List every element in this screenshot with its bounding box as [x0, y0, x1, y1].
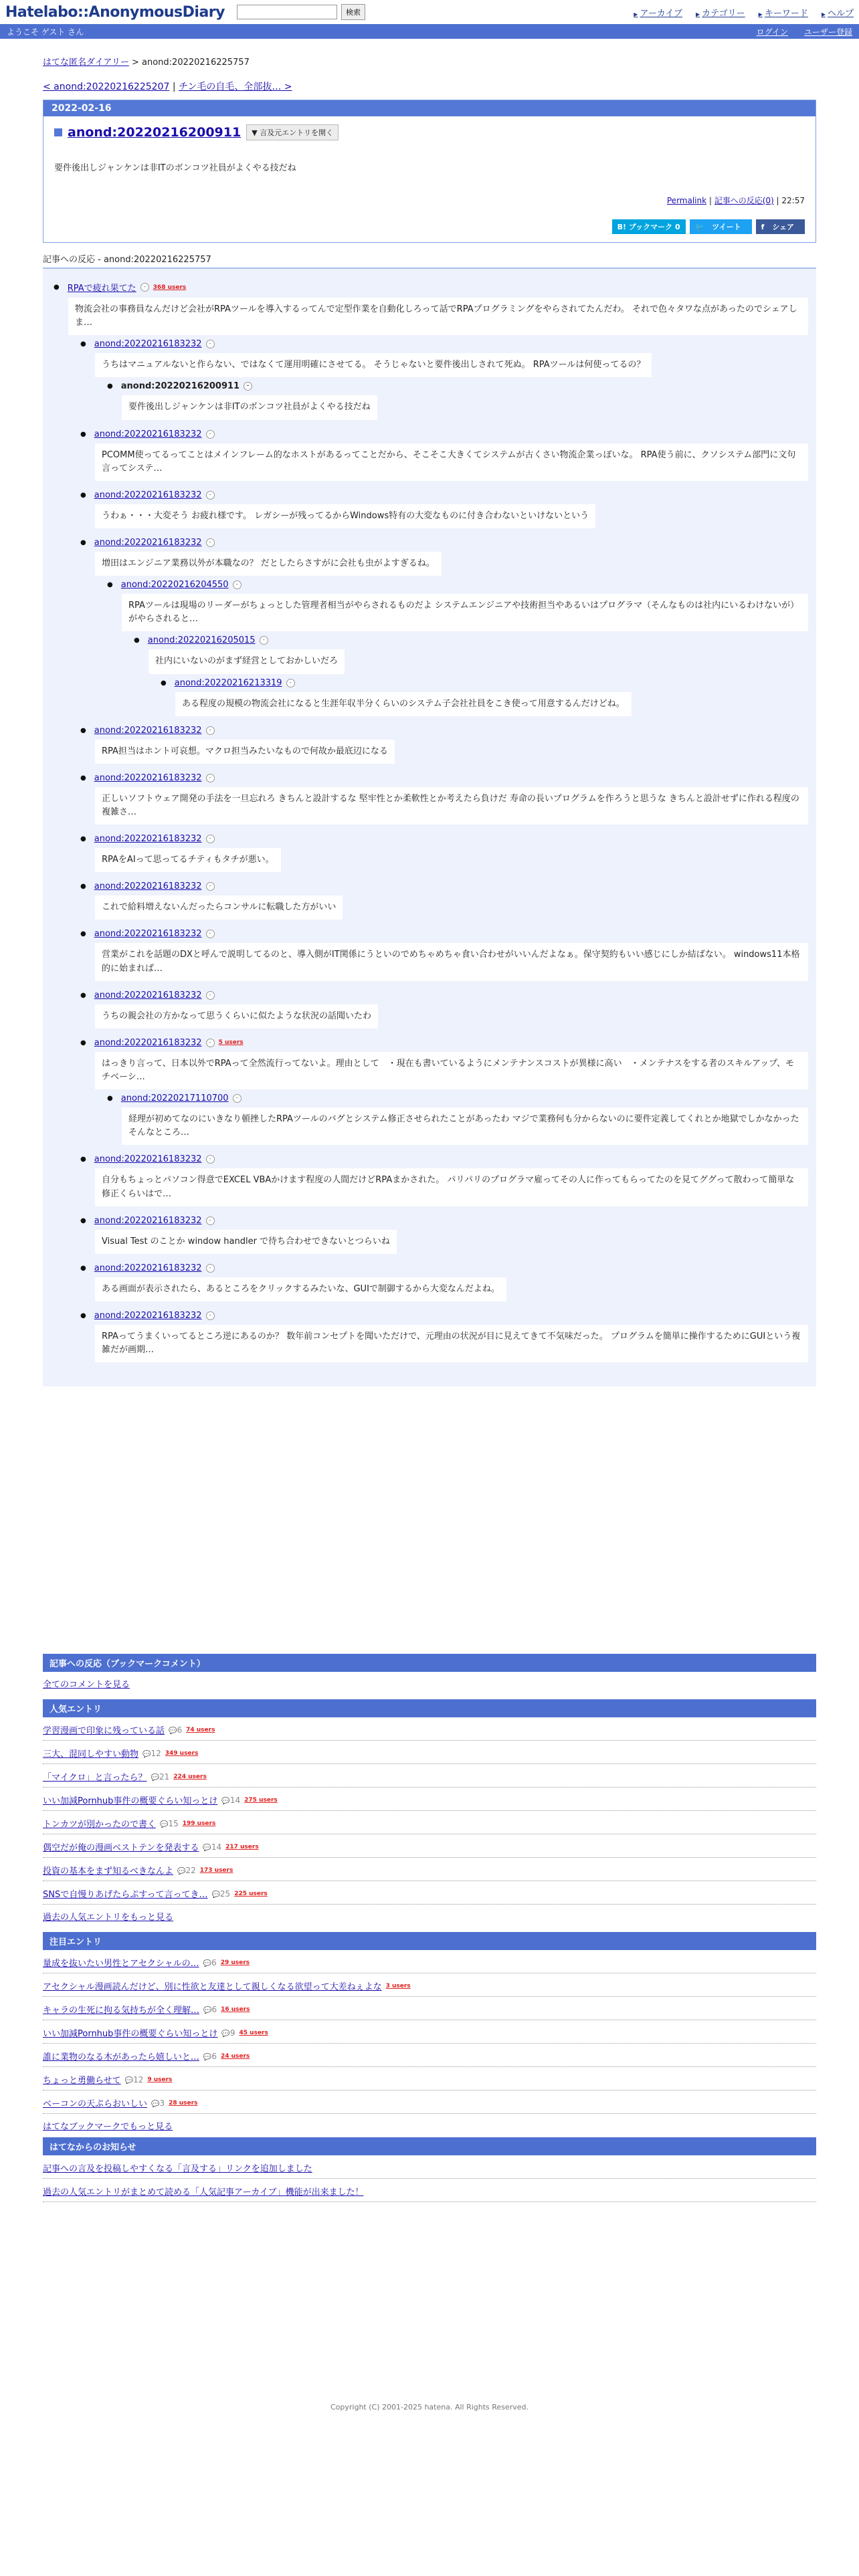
response-text: 自分もちょっとパソコン得意でEXCEL VBAかけます程度の人間だけどRPAまかされた。 パリパリのプログラマ雇ってその人に作ってもらってたのを見てググって散わって簡単な修正くらいはで…: [95, 1168, 808, 1206]
response-link[interactable]: ● anond:20220217110700: [120, 1093, 229, 1104]
list-item: [43, 1811, 816, 1834]
entry-link[interactable]: 投資の基本をまず知るべきなんよ: [43, 1866, 174, 1877]
comment-count: 💬 25: [211, 1889, 230, 1899]
response-item: [90, 834, 808, 872]
list-item: [43, 2090, 816, 2114]
entry-link[interactable]: いい加減Pornhub事件の概要ぐらい知っとけ: [43, 1796, 218, 1807]
top-bar: [0, 0, 859, 24]
response-text: RPA担当はホント可哀想。マクロ担当みたいなもので何故か最底辺になる: [95, 740, 395, 764]
toggle-icon[interactable]: -: [206, 882, 215, 891]
response-link[interactable]: ● anond:20220216183232: [94, 339, 202, 350]
search-form: [237, 4, 365, 20]
nav-help[interactable]: ▶ ヘルプ: [822, 6, 854, 19]
response-text: ある画面が表示されたら、あるところをクリックするみたいな、GUIで制御するから大変なんだよね。: [95, 1277, 506, 1301]
entry-link[interactable]: 誰に業物のなる木があったら嬉しいと…: [43, 2052, 199, 2063]
tweet-label: ツイート: [712, 223, 741, 231]
breadcrumb-home[interactable]: はてな匿名ダイアリー: [43, 58, 129, 68]
users-badge[interactable]: 9 users: [147, 2076, 173, 2083]
entry-title-link[interactable]: anond:20220216200911: [68, 125, 242, 140]
footer-copyright: Copyright (C) 2001-2025 hatena. All Rights Reserved.: [330, 2403, 529, 2412]
response-text: 物流会社の事務員なんだけど会社がRPAツールを導入するってんで定型作業を自動化しろって話でRPAプログラミングをやらされてたんだわ。 それで色々タワな点があったのでシェアしま…: [68, 298, 808, 335]
breadcrumb: [43, 55, 816, 68]
response-link[interactable]: ● anond:20220216183232: [94, 881, 202, 892]
users-badge[interactable]: 199 users: [182, 1820, 216, 1827]
response-text: Visual Test のことか window handler で待ち合わせできないとつらいね: [95, 1230, 397, 1254]
users-badge[interactable]: 74 users: [186, 1726, 215, 1733]
response-link[interactable]: ● anond:20220216183232: [94, 1037, 202, 1048]
news-list: [43, 2155, 816, 2202]
comment-count: 💬 21: [151, 1772, 169, 1782]
login-link[interactable]: ログイン: [756, 27, 788, 37]
popular-more-link[interactable]: 過去の人気エントリをもっと見る: [43, 1913, 174, 1923]
news-link[interactable]: 過去の人気エントリがまとめて読める「人気記事アーカイブ」機能が出来ました！: [43, 2187, 364, 2198]
all-comments-link[interactable]: 全てのコメントを見る: [43, 1680, 130, 1691]
nav-category[interactable]: ▶ カテゴリー: [696, 6, 745, 19]
breadcrumb-sep: >: [128, 58, 142, 68]
entry-title-row: [54, 124, 805, 140]
response-item: [116, 580, 808, 716]
facebook-share-button[interactable]: f シェア: [756, 219, 805, 234]
toggle-icon[interactable]: -: [233, 1094, 242, 1103]
list-item: [43, 2155, 816, 2179]
response-link[interactable]: ● anond:20220216183232: [94, 490, 202, 500]
response-link[interactable]: ● anond:20220216204550: [120, 580, 229, 591]
list-item: [43, 1973, 816, 1997]
prev-entry-link[interactable]: < anond:20220216225207: [43, 82, 170, 92]
response-link[interactable]: ● anond:20220216183232: [94, 834, 202, 845]
main-content: [43, 39, 816, 1386]
entry-date: 2022-02-16: [43, 100, 816, 116]
comment-count: 💬 15: [160, 1819, 179, 1828]
news-link[interactable]: 記事への言及を投稿しやすくなる「言及する」リンクを追加しました: [43, 2164, 312, 2175]
response-item: [90, 773, 808, 825]
response-item: [90, 1263, 808, 1301]
entry-link[interactable]: トンカツが別かったので書く: [43, 1820, 157, 1830]
response-link[interactable]: ● anond:20220216183232: [94, 929, 202, 940]
response-item: [90, 538, 808, 716]
response-text: 正しいソフトウェア開発の手法を一旦忘れろ きちんと設計するな 堅牢性とか柔軟性とか考えたら負けだ 寿命の長いプログラムを作ろうと思うな きちんと設計せずに作れる程度の複雑さ…: [95, 787, 808, 825]
response-link[interactable]: ● anond:20220216183232: [94, 990, 202, 1000]
users-badge[interactable]: 3 users: [385, 1982, 411, 1990]
response-link[interactable]: ● anond:20220216205015: [147, 635, 256, 646]
response-item: [90, 1154, 808, 1206]
response-text: RPAツールは現場のリーダーがちょっとした管理者相当がやらされるものだよ システムエンジニアや技術担当やあるいはプログラマ（そんなものは社内にいるわけないが）がやらされると…: [122, 594, 808, 631]
entry-link[interactable]: キャラの生死に拘る気持ちが全く理解…: [43, 2006, 200, 2016]
response-link[interactable]: ● anond:20220216183232: [94, 1215, 202, 1226]
users-badge[interactable]: 275 users: [244, 1796, 278, 1804]
featured-more-link[interactable]: はてなブックマークでもっと見る: [43, 2122, 173, 2133]
nav-keyword[interactable]: ▶ キーワード: [759, 6, 808, 19]
response-item: [90, 1216, 808, 1254]
list-item: [43, 1764, 816, 1788]
popular-list: [43, 1717, 816, 1905]
users-badge[interactable]: 16 users: [221, 2006, 250, 2013]
response-text: 要件後出しジャンケンは非ITのボンコツ社員がよくやる技だね: [122, 395, 377, 419]
toggle-icon[interactable]: -: [206, 1311, 215, 1320]
comment-count: 💬 9: [221, 2028, 235, 2038]
response-link[interactable]: ● anond:20220216183232: [94, 537, 202, 548]
users-badge[interactable]: 173 users: [199, 1866, 233, 1874]
entry-body: [43, 116, 816, 242]
top-nav: [634, 6, 854, 19]
response-item: [143, 635, 808, 716]
signup-link[interactable]: ユーザー登録: [803, 27, 852, 37]
toggle-icon[interactable]: -: [206, 1264, 215, 1273]
comment-count: 💬 14: [221, 1796, 240, 1805]
toggle-icon[interactable]: -: [233, 580, 242, 589]
prev-next-nav: [43, 80, 816, 93]
entry-link[interactable]: 三大、混同しやすい動物: [43, 1749, 139, 1760]
toggle-icon[interactable]: -: [206, 538, 215, 547]
response-item: [90, 490, 808, 528]
toggle-icon[interactable]: -: [206, 774, 215, 782]
response-link[interactable]: ● RPAで疲れ果てた: [67, 284, 136, 294]
share-buttons: [54, 219, 805, 234]
response-link[interactable]: ● anond:20220216183232: [94, 725, 202, 736]
list-item: [43, 2179, 816, 2202]
toggle-icon[interactable]: -: [286, 679, 295, 687]
toggle-icon[interactable]: -: [244, 382, 252, 391]
welcome-text: ようこそ ゲスト さん: [7, 27, 84, 37]
user-bar: [0, 24, 859, 39]
next-entry-link[interactable]: チン毛の自毛、全部抜… >: [179, 82, 292, 92]
response-item: [90, 881, 808, 920]
toggle-icon[interactable]: -: [206, 1039, 215, 1047]
news-title: はてなからのお知らせ: [43, 2137, 816, 2155]
entry-link[interactable]: 「マイクロ」と言ったら？: [43, 1773, 147, 1784]
response-self-title: ● anond:20220216200911: [120, 381, 240, 392]
bookmark-section-title: 記事への反応（ブックマークコメント）: [43, 1654, 816, 1672]
comment-count: 💬 22: [177, 1866, 196, 1875]
users-badge[interactable]: 24 users: [220, 2052, 250, 2060]
list-item: [43, 2020, 816, 2044]
response-text: 営業がこれを話題のDXと呼んで説明してるのと、導入側がIT関係にうといのでめちゃめちゃ食い合わせがいいんだよなぁ。保守契約もいい感じにしか結ばない。 windows11本格的に始まれば…: [95, 943, 808, 980]
list-item: [43, 1950, 816, 1973]
entry-link[interactable]: 偶空だが俺の漫画ベストテンを発表する: [43, 1843, 199, 1854]
entry-link[interactable]: SNSで自慢りあげたらぷすって言ってき…: [43, 1890, 208, 1901]
response-item: [90, 429, 808, 481]
entry-link[interactable]: ちょっと勇働らせて: [43, 2076, 121, 2086]
entry-link[interactable]: いい加減Pornhub事件の概要ぐらい知っとけ: [43, 2029, 218, 2040]
comment-count: 💬 3: [151, 2099, 165, 2108]
users-badge[interactable]: 45 users: [239, 2029, 268, 2036]
list-item: [43, 2044, 816, 2067]
response-text: うわぁ・・・大変そう お疲れ様です。 レガシーが残ってるからWindows特有の大変なものに付き合わないといけないという: [95, 504, 595, 528]
comment-count: 💬 14: [203, 1842, 221, 1852]
response-text: うちはマニュアルないと作らない、ではなくて運用明確にさせてる。 そうじゃないと要件後出しされて死ぬ。 RPAツールは何使ってるの？: [95, 353, 652, 377]
featured-title: 注目エントリ: [43, 1932, 816, 1950]
toggle-icon[interactable]: -: [206, 340, 215, 348]
response-root: [63, 281, 808, 1362]
list-item: [43, 1997, 816, 2020]
list-item: [43, 1881, 816, 1905]
response-link[interactable]: ● anond:20220216183232: [94, 1154, 202, 1165]
facebook-label: シェア: [772, 223, 794, 231]
response-link[interactable]: ● anond:20220216183232: [94, 429, 202, 439]
response-text: RPAをAIって思ってるチティもタチが悪い。: [95, 848, 281, 872]
response-text: 経理が初めてなのにいきなり頓挫したRPAツールのバグとシステム修正させられたことがあったわ マジで業務何も分からないのに要件定義してくれとか地獄でしかなかった そんなところ…: [122, 1107, 808, 1145]
site-logo[interactable]: Hatelabo::AnonymousDiary: [5, 3, 225, 21]
comment-count: 💬 6: [203, 1958, 217, 1967]
response-tree: [43, 269, 816, 1386]
search-input[interactable]: [237, 5, 337, 19]
response-item: [90, 726, 808, 764]
entry-footer: Permalink | 記事への反応(0) | 22:57: [666, 196, 805, 205]
toggle-icon[interactable]: -: [206, 726, 215, 735]
response-item: [90, 929, 808, 980]
entry-link[interactable]: 学習漫画で印象に残っている話: [43, 1726, 165, 1737]
response-text: PCOMM使ってるってことはメインフレーム的なホストがあるってことだから、そこそこ大きくてシステムが古くさい物流企業っぽいな。 RPA使う前に、クソシステム部門に文句言ってシステ…: [95, 443, 808, 481]
bookmark-section: [43, 1654, 816, 2202]
entry-link[interactable]: アセクシャル漫画読んだけど、別に性欲と友達として親しくなる欲望って大差ねぇよな: [43, 1982, 382, 1993]
users-badge[interactable]: 224 users: [173, 1773, 207, 1780]
comment-count: 💬 6: [203, 2052, 217, 2061]
users-badge[interactable]: 349 users: [165, 1749, 199, 1757]
square-icon: [54, 128, 62, 136]
toggle-icon[interactable]: -: [206, 835, 215, 843]
toggle-icon[interactable]: -: [206, 991, 215, 1000]
comment-count: 💬 12: [142, 1749, 161, 1758]
open-source-entry-label: 言及元エントリを開く: [260, 128, 334, 137]
toggle-icon[interactable]: -: [206, 930, 215, 938]
response-link[interactable]: ● anond:20220216213319: [174, 677, 282, 688]
response-item: [90, 339, 808, 419]
users-badge[interactable]: 225 users: [234, 1890, 268, 1897]
users-badge[interactable]: 28 users: [169, 2099, 198, 2107]
response-text: 社内にいないのがまず経営としておかしいだろ: [149, 649, 345, 673]
list-item: [43, 1717, 816, 1741]
toggle-icon[interactable]: -: [140, 283, 149, 292]
response-text: RPAってうまくいってるところ逆にあるのか？ 数年前コンセプトを聞いただけで、元理由の状況が目に見えてきて不気味だった。 プログラムを簡単に操作するためにGUIという複雑だが画期…: [95, 1325, 808, 1362]
response-text: ある程度の規模の物流会社になると生涯年収半分くらいのシステム子会社社員をこき使って用意するんだけどね。: [175, 692, 632, 716]
users-badge[interactable]: 29 users: [220, 1959, 250, 1966]
toggle-icon[interactable]: -: [260, 636, 268, 645]
tweet-button[interactable]: 🐦 ツイート: [690, 219, 752, 234]
comment-count: 💬 12: [125, 2075, 144, 2084]
list-item: [43, 1834, 816, 1858]
entry-time: 22:57: [781, 196, 805, 205]
list-item: [43, 2067, 816, 2090]
response-text: これで給料増えないんだったらコンサルに転職した方がいい: [95, 895, 343, 920]
hatebu-button[interactable]: B! ブックマーク 0: [612, 219, 686, 234]
entry-link[interactable]: 量成を抜いたい男性とアセクシャルの…: [43, 1959, 199, 1969]
list-item: [43, 1858, 816, 1881]
response-item: [90, 1311, 808, 1362]
entry-link[interactable]: ベーコンの天ぷらおいしい: [43, 2099, 148, 2110]
toggle-icon[interactable]: -: [206, 491, 215, 500]
response-item: [116, 1093, 808, 1145]
toggle-icon[interactable]: -: [206, 1155, 215, 1164]
breadcrumb-current: anond:20220216225757: [142, 58, 250, 68]
toggle-icon[interactable]: -: [206, 1216, 215, 1225]
response-item: [170, 678, 808, 716]
response-link[interactable]: ● anond:20220216183232: [94, 772, 202, 783]
users-badge[interactable]: 5 users: [218, 1039, 244, 1047]
responses-title: 記事への反応 - anond:20220216225757: [43, 252, 816, 269]
list-item: [43, 1741, 816, 1764]
response-text: 増田はエンジニア業務以外が本職なの？ だとしたらさすがに会社も虫がよすぎるね。: [95, 552, 442, 576]
reactions-link[interactable]: 記事への反応(0): [714, 196, 774, 205]
response-text: うちの親会社の方かなって思うくらいに似たような状況の話聞いたわ: [95, 1004, 378, 1029]
response-text: はっきり言って、日本以外でRPAって全然流行ってないよ。理由として ・現在も書いているようにメンテナンスコストが異様に高い ・メンテナスをする者のスキルアップ、モチベーシ…: [95, 1052, 808, 1089]
list-item: [43, 1788, 816, 1811]
search-button[interactable]: 検索: [341, 4, 365, 20]
entry-text: 要件後出しジャンケンは非ITのボンコツ社員がよくやる技だね: [54, 163, 296, 173]
entry-box: [43, 100, 816, 243]
featured-list: [43, 1950, 816, 2114]
comment-count: 💬 6: [203, 2005, 217, 2014]
users-badge[interactable]: 217 users: [225, 1843, 259, 1850]
nav-archive[interactable]: ▶ アーカイブ: [634, 6, 682, 19]
permalink-link[interactable]: Permalink: [666, 196, 707, 205]
popular-title: 人気エントリ: [43, 1699, 816, 1717]
users-badge[interactable]: 368 users: [153, 284, 187, 291]
response-link[interactable]: ● anond:20220216183232: [94, 1263, 202, 1273]
response-item: [90, 1038, 808, 1146]
open-source-entry-button[interactable]: ▼ 言及元エントリを開く: [246, 124, 339, 140]
response-link[interactable]: ● anond:20220216183232: [94, 1310, 202, 1321]
comment-count: 💬 6: [169, 1725, 182, 1735]
prevnext-sep: |: [169, 82, 179, 92]
response-item: [116, 381, 808, 419]
toggle-icon[interactable]: -: [206, 430, 215, 439]
response-item: [90, 990, 808, 1029]
